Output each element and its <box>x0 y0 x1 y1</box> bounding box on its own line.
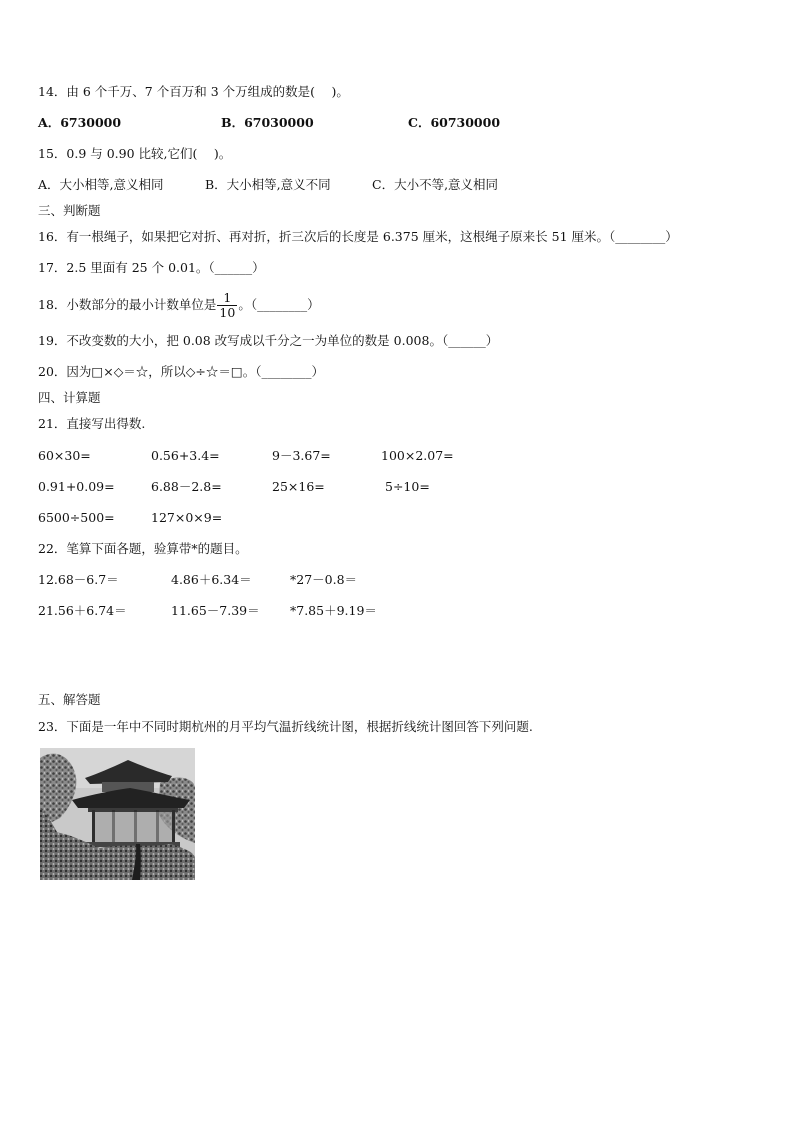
q21-item: 100×2.07= <box>381 448 454 463</box>
q21-item: 127×0×9= <box>151 510 223 525</box>
q22-item: 12.68－6.7＝ <box>38 572 119 587</box>
question-15: 15．0.9 与 0.90 比较,它们( )。 <box>38 146 232 161</box>
question-22: 22．笔算下面各题，验算带*的题目。 <box>38 541 248 556</box>
q14-option-a: A．6730000 <box>38 115 122 130</box>
question-16: 16．有一根绳子，如果把它对折、再对折，折三次后的长度是 6.375 厘米，这根绳子原来长 51 厘米。（________） <box>38 229 678 244</box>
fraction-numerator: 1 <box>217 291 237 306</box>
q21-item: 0.91+0.09= <box>38 479 115 494</box>
q22-item: 4.86＋6.34＝ <box>171 572 252 587</box>
q21-item: 5÷10= <box>385 479 430 494</box>
fraction-one-tenth <box>217 291 237 320</box>
q22-item: *7.85＋9.19＝ <box>290 603 377 618</box>
q14-option-b: B．67030000 <box>221 115 314 130</box>
q22-item: *27－0.8＝ <box>290 572 358 587</box>
question-14: 14．由 6 个千万、7 个百万和 3 个万组成的数是( )。 <box>38 84 349 99</box>
section-heading-calculation: 四、计算题 <box>38 390 101 405</box>
q14-option-c: C．60730000 <box>408 115 501 130</box>
q15-option-c: C．大小不等,意义相同 <box>372 177 499 192</box>
question-17: 17．2.5 里面有 25 个 0.01。（______） <box>38 260 265 275</box>
question-23: 23．下面是一年中不同时期杭州的月平均气温折线统计图，根据折线统计图回答下列问题. <box>38 719 533 734</box>
question-21: 21．直接写出得数. <box>38 416 146 431</box>
q18-text-before: 18．小数部分的最小计数单位是 <box>38 297 217 312</box>
question-20: 20．因为□×◇＝☆，所以◇÷☆＝□。（________） <box>38 364 324 379</box>
q21-item: 6500÷500= <box>38 510 115 525</box>
q22-item: 11.65－7.39＝ <box>171 603 260 618</box>
q22-item: 21.56＋6.74＝ <box>38 603 127 618</box>
fraction-denominator: 10 <box>219 305 236 320</box>
q21-item: 25×16= <box>272 479 325 494</box>
q21-item: 9－3.67= <box>272 448 331 463</box>
question-19: 19．不改变数的大小，把 0.08 改写成以千分之一为单位的数是 0.008。（______） <box>38 333 499 348</box>
q15-option-a: A．大小相等,意义相同 <box>38 177 164 192</box>
section-heading-word-problems: 五、解答题 <box>38 692 101 707</box>
q15-option-b: B．大小相等,意义不同 <box>205 177 331 192</box>
section-heading-judgement: 三、判断题 <box>38 203 101 218</box>
q21-item: 6.88－2.8= <box>151 479 222 494</box>
q21-item: 60×30= <box>38 448 91 463</box>
q21-item: 0.56+3.4= <box>151 448 220 463</box>
pavilion-photo <box>40 748 195 880</box>
q18-text-after: 。（________） <box>238 297 320 312</box>
question-18 <box>38 288 320 322</box>
